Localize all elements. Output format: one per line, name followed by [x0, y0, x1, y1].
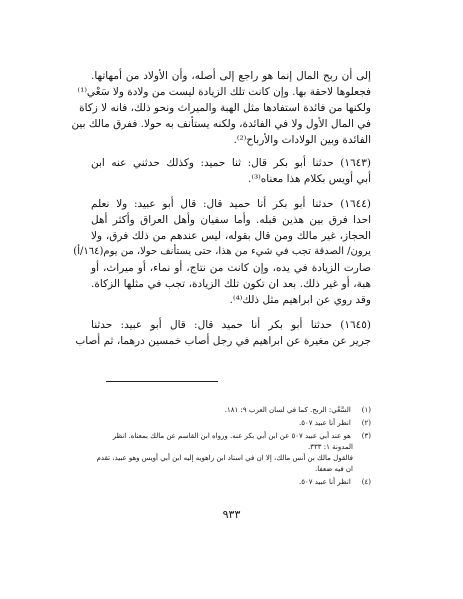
footnote-text: انظر أنا عبيد ٥٠٧.: [298, 419, 351, 427]
body-line: (١٦٤٣) حدثنا أبو بكر قال: ثنا حميد: وكذلك حدثني عنه ابن: [91, 157, 371, 169]
body-line: (١٦٤٥) حدثنا أبو بكر أنا حميد قال: قال أبو عبيد: حدثنا: [91, 319, 371, 331]
footnote-text: هو عند أبي عبيد ٥٠٧ عن ابن أبي بكر عنه. ورواه ابن القاسم عن مالك بمعناه. انظر: [112, 432, 351, 440]
footnote: [91, 405, 371, 416]
footnote: [91, 431, 371, 442]
body-line: وقد روي عن ابراهيم مثل ذلك⁽⁴⁾.: [229, 294, 371, 306]
footnote-text: السَّعْي: الربح. كما في لسان العرب ٩: ١٨١.: [224, 406, 351, 414]
body-line: يرون/ الصدقة تجب في شيء من هذا، حتى يستأنف حولا، من يوم(١٦٤/أ): [73, 246, 371, 257]
footnote-number: (١): [361, 406, 371, 414]
footnote-separator: [106, 381, 218, 382]
body-line: الحجاز، غير مالك ومن قال بقوله، ليس عندهم من ذلك فرق، ولا: [91, 230, 371, 242]
body-line: هبة، أو غير ذلك. بعد ان تكون تلك الزيادة، تجب في مثلها الزكاة.: [91, 278, 371, 290]
footnote: [91, 418, 371, 429]
footnote-number: (٣): [361, 432, 371, 440]
body-line: جرير عن مغيرة عن ابراهيم في رجل أصاب خمسين درهما، ثم أصاب: [75, 335, 371, 347]
footnote: [91, 477, 371, 488]
body-line: صارت الزيادة في يده، وإن كانت من نتاج، أو نماء، أو ميراث، أو: [91, 262, 371, 274]
footnote-number: (٤): [361, 478, 371, 486]
footnote-continuation: المدونة ١: ٣٣٣.: [308, 443, 353, 451]
footnote-number: (٢): [361, 419, 371, 427]
body-line: احدا فرق بين هذين قبله. وأما سفيان وأهل العراق وأكثر أهل: [91, 214, 371, 226]
body-line: فجعلوها لاحقة بها. وإن كانت تلك الزيادة ليست من ولادة ولا سَعْي⁽¹⁾: [77, 86, 371, 98]
page-number: ٩٣٣: [222, 508, 241, 521]
footnote-text: انظر أنا عبيد ٥٠٧.: [298, 478, 351, 486]
body-line: في المال الأول ولا في الفائدة، ولكنه يستأنف به حولا. ففرق مالك بين: [71, 118, 371, 130]
body-line: أبي أويس بكلام هذا معناه⁽³⁾.: [248, 173, 371, 185]
body-line: إلى أن ربح المال إنما هو راجع إلى أصله، وأن الأولاد من أمهاتها.: [91, 70, 371, 82]
body-line: (١٦٤٤) حدثنا أبو بكر أنا حميد قال: قال أبو عبيد: ولا نعلم: [91, 198, 371, 210]
body-line: الفائدة وبين الولادات والأرباح⁽²⁾.: [233, 134, 371, 146]
body-line: ولكنها من فائدة استفادها مثل الهبة والميراث ونحو ذلك، فانه لا زكاة: [79, 102, 371, 114]
footnote-continuation: فالقول مالك بن أنس مالك، إلا ان في اسناد ابن راهويه إليه ابن أبي أويس وهو عبيد، تقدم: [96, 454, 353, 462]
footnote-continuation: ان فيه ضعفا.: [315, 465, 353, 473]
